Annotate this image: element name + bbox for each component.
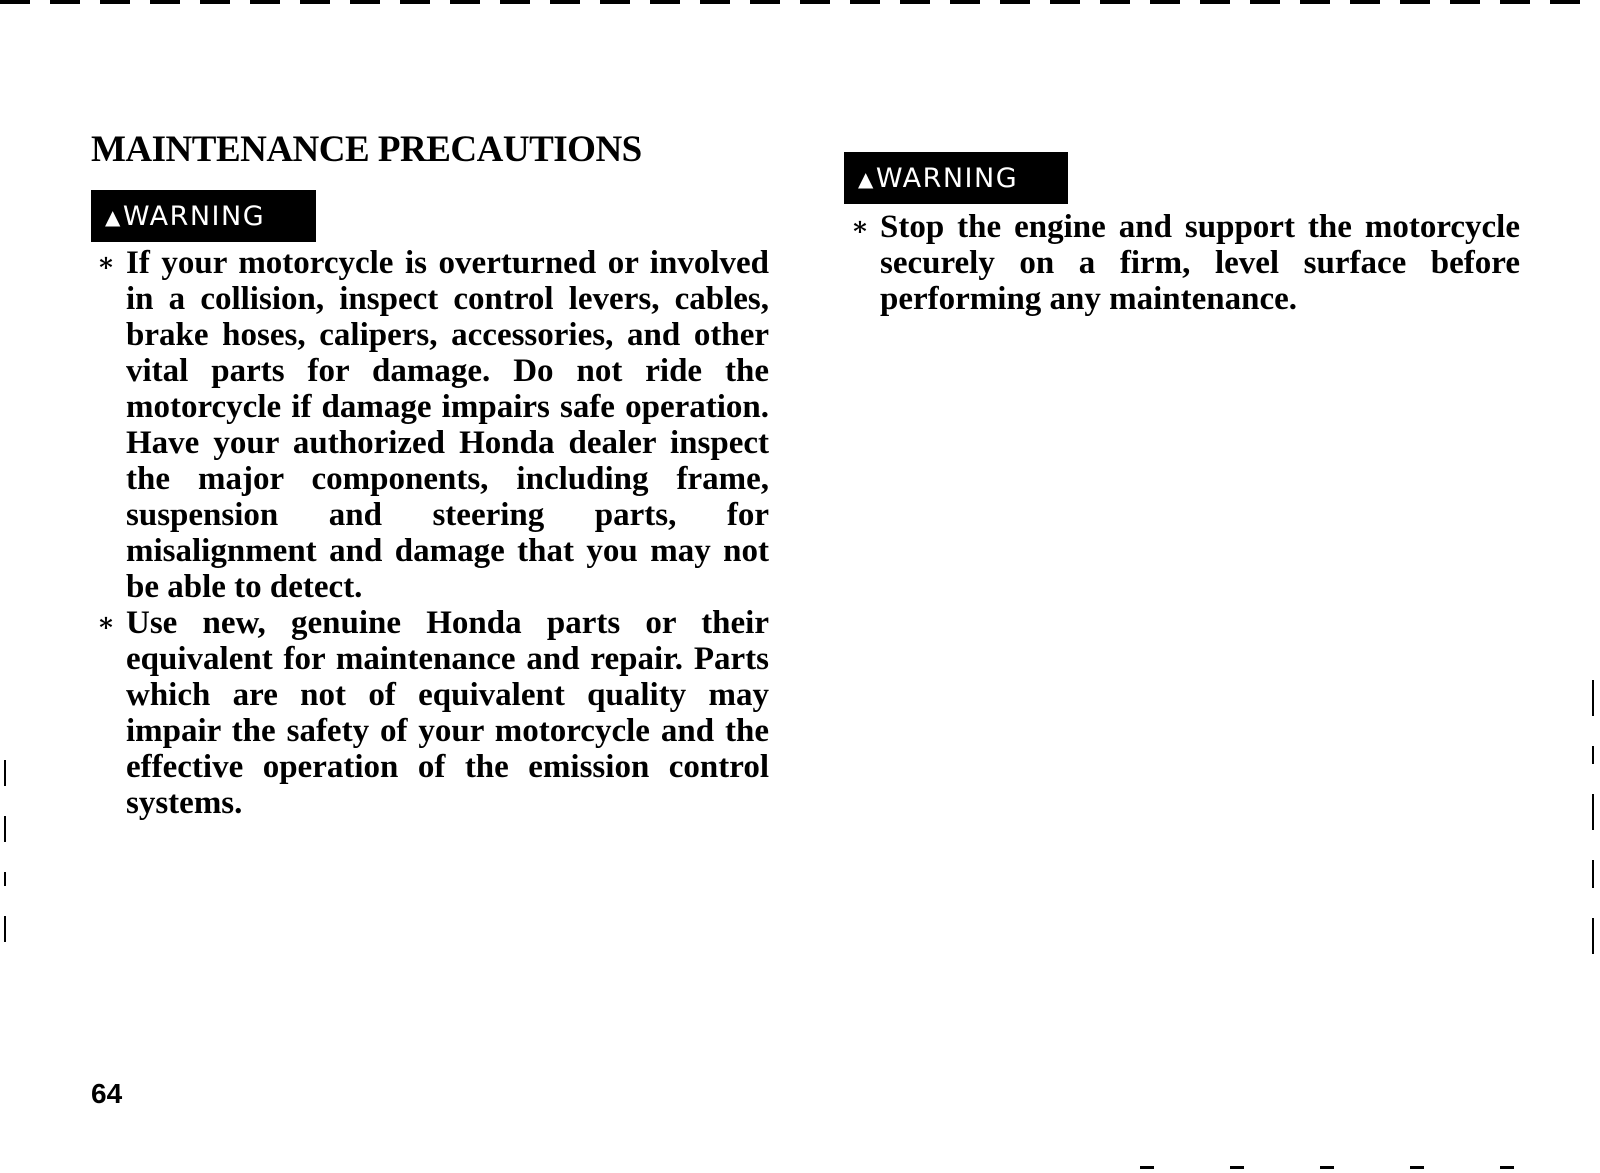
- list-item-text: Use new, genuine Honda parts or their equivalent for maintenance and repair. Parts which are not of equivalent quality may impair the safety of your motorcycle and the effective operation of the emission control systems.: [126, 605, 769, 821]
- page-title: MAINTENANCE PRECAUTIONS: [91, 129, 642, 170]
- left-warning-list: [92, 245, 769, 821]
- bullet-icon: ∗: [97, 248, 115, 277]
- bottom-crop-marks: [1140, 1166, 1560, 1169]
- left-margin-marks: [4, 760, 6, 972]
- warning-triangle-icon: ▲: [105, 205, 122, 229]
- warning-triangle-icon: ▲: [858, 167, 875, 191]
- list-item-text: If your motorcycle is overturned or involved in a collision, inspect control levers, cables, brake hoses, calipers, accessories, and other vital parts for damage. Do not ride the motorcycle if damage impairs safe operation. Have your authorized Honda dealer inspect the major components, including frame, suspension and steering parts, for misalignment and damage that you may not be able to detect.: [126, 245, 769, 605]
- right-warning-list: [846, 209, 1520, 317]
- list-item: [92, 605, 769, 821]
- warning-label: WARNING: [122, 200, 266, 232]
- top-dashed-rule: [0, 0, 1600, 4]
- warning-badge-right: [844, 152, 1068, 204]
- list-item: [846, 209, 1520, 317]
- warning-badge-left: [91, 190, 316, 242]
- bullet-icon: ∗: [97, 608, 115, 637]
- page-number: 64: [91, 1078, 123, 1109]
- bullet-icon: ∗: [851, 212, 869, 241]
- right-margin-marks: [1592, 680, 1594, 984]
- list-item: [92, 245, 769, 605]
- list-item-text: Stop the engine and support the motorcycle securely on a firm, level surface before performing any maintenance.: [880, 209, 1520, 317]
- warning-label: WARNING: [875, 162, 1019, 194]
